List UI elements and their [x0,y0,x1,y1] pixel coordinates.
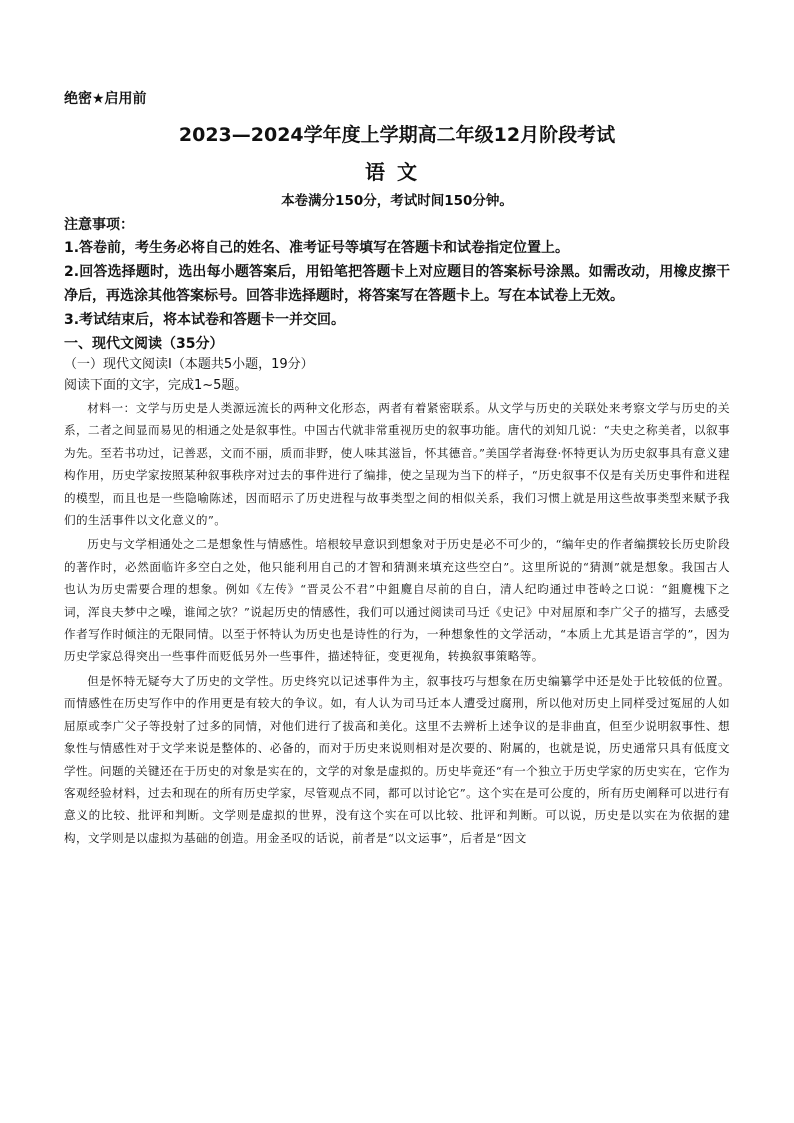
paragraph-2: 历史与文学相通处之二是想象性与情感性。培根较早意识到想象对于历史是必不可少的，“编年史的作者编撰较长历史阶段的著作时，必然面临许多空白之处，他只能利用自己的才智和猜测来填充这些空白”。这里所说的“猜测”就是想象。我国古人也认为历史需要合理的想象。例如《左传》“晋灵公不君”中鉏麑自尽前的自白，清人纪昀通过申苍岭之口说：“鉏麑槐下之词，浑良夫梦中之噪，谁闻之欤？”说起历史的情感性，我们可以通过阅读司马迁《史记》中对屈原和李广父子的描写，去感受作者写作时倾注的无限同情。以至于怀特认为历史也是诗性的行为，一种想象性的文学活动，“本质上尤其是语言学的”，因为历史学家总得突出一些事件而贬低另外一些事件，描述特征，变更视角，转换叙事策略等。 [64,537,730,664]
score-info: 本卷满分150分，考试时间150分钟。 [281,193,513,209]
subject-title: 语文 [365,160,429,184]
confidential-label: 绝密★启用前 [64,91,147,107]
exam-page [64,88,730,851]
section-title: 一、现代文阅读（35分） [64,336,224,352]
notice-item-2: 2.回答选择题时，选出每小题答案后，用铅笔把答题卡上对应题目的答案标号涂黑。如需改动，用橡皮擦干净后，再选涂其他答案标号。回答非选择题时，将答案写在答题卡上。写在本试卷上无效。 [64,264,730,304]
notice-item-1: 1.答卷前，考生务必将自己的姓名、准考证号等填写在答题卡和试卷指定位置上。 [64,240,570,256]
exam-title: 2023—2024学年度上学期高二年级12月阶段考试 [178,124,616,146]
paragraph-1: 材料一：文学与历史是人类源远流长的两种文化形态，两者有着紧密联系。从文学与历史的关联处来考察文学与历史的关系，二者之间显而易见的相通之处是叙事性。中国古代就非常重视历史的叙事功能。唐代的刘知几说：“夫史之称美者，以叙事为先。至若书功过，记善恶，文而不丽，质而非野，使人味其滋旨，怀其德音。”美国学者海登·怀特更认为历史叙事具有意义建构作用，历史学家按照某种叙事秩序对过去的事件进行了编排，使之呈现为当下的样子，“历史叙事不仅是有关历史事件和进程的模型，而且也是一些隐喻陈述，因而昭示了历史进程与故事类型之间的相似关系，我们习惯上就是用这些故事类型来赋予我们的生活事件以文化意义的”。 [64,401,730,528]
paragraph-3: 但是怀特无疑夸大了历史的文学性。历史终究以记述事件为主，叙事技巧与想象在历史编纂学中还是处于比较低的位置。而情感性在历史写作中的作用更是有较大的争议。如，有人认为司马迁本人遭受过腐刑，所以他对历史上同样受过冤屈的人如屈原或李广父子等投射了过多的同情，对他们进行了拔高和美化。这里不去辨析上述争议的是非曲直，但至少说明叙事性、想象性与情感性对于文学来说是整体的、必备的，而对于历史来说则相对是次要的、附属的，也就是说，历史通常只具有低度文学性。问题的关键还在于历史的对象是实在的，文学的对象是虚拟的。历史毕竟还“有一个独立于历史学家的历史实在，它作为客观经验材料，过去和现在的所有历史学家，尽管观点不同，都可以讨论它”。这个实在是可公度的，所有历史阐释可以进行有意义的比较、批评和判断。文学则是虚拟的世界，没有这个实在可以比较、批评和判断。可以说，历史是以实在为依据的建构，文学则是以虚拟为基础的创造。用金圣叹的话说，前者是“以文运事”，后者是“因文 [64,673,730,845]
reading-instruction: 阅读下面的文字，完成1~5题。 [64,378,248,393]
subsection-title: （一）现代文阅读Ⅰ（本题共5小题，19分） [64,357,314,372]
notice-item-3: 3.考试结束后，将本试卷和答题卡一并交回。 [64,312,346,328]
notice-title: 注意事项： [64,217,134,233]
